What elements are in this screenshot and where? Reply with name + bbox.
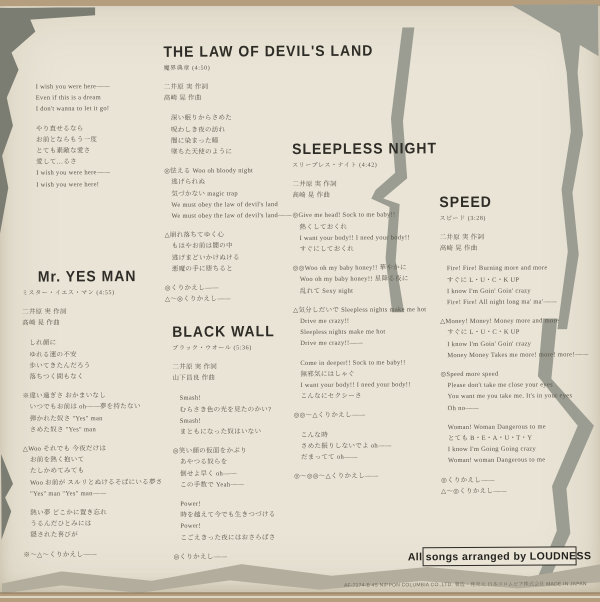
lyric-line: ◎笑い顔の仮面をかぶり — [172, 447, 247, 455]
song-credits — [22, 306, 182, 329]
lyric-line: I don't wanna to let it go! — [35, 105, 110, 114]
lyric-line: Fire! Fire! All night long ma' ma'—— — [446, 298, 557, 307]
lyric-line: さめた振りしないでよ oh—— — [300, 442, 392, 450]
lyric-line: むらさき色の光を見たのかい? — [179, 405, 272, 414]
lyric-line: Woman! Woman Dangerous to me — [447, 423, 547, 431]
lyric-line: Oh no—— — [447, 404, 479, 412]
lyric-line: しれ顔に — [29, 339, 57, 348]
paper-edge-line — [0, 596, 600, 598]
lyric-line: ◎くりかえし—— — [441, 476, 495, 484]
lyric-line: いつでもお前は oh——夢を持たない — [29, 403, 141, 412]
lyric-line: すぐに L・U・C・K UP — [446, 276, 520, 284]
credit-line: 高崎 晃 作曲 — [292, 192, 331, 200]
lyric-line: Drive me crazy!! — [300, 317, 350, 326]
lyric-line: 墜ちた天使のように — [171, 148, 233, 156]
lyric-verse — [440, 368, 598, 414]
zigzag-wedge-bottom-left — [1, 454, 16, 540]
lyric-line: 深い眠りからさめた — [170, 114, 233, 123]
lyric-line: ◎◎〜△くりかえし—— — [293, 412, 366, 420]
lyric-line: △〜◎くりかえし—— — [441, 487, 507, 496]
lyric-line: 逃げまどいかけぬける — [171, 254, 240, 262]
song-credits — [292, 178, 462, 201]
credit-line: 二井原 実 作詞 — [163, 83, 209, 91]
song-lyrics — [29, 81, 180, 191]
lyric-line: もはやお前は闇の中 — [171, 242, 233, 251]
footer-fine-print: AF-7174-B 4S NIPPON COLUMBIA CO.,LTD. 製造・発売元 日本コロムビア株式会社 MADE IN JAPAN — [343, 581, 587, 589]
lyric-line: Drive me crazy!!—— — [300, 340, 364, 348]
lyric-line: 熱い夢 どこかに置き忘れ — [30, 509, 108, 517]
lyric-verse — [23, 507, 183, 542]
credit-line: 二井原 実 作詞 — [172, 363, 218, 371]
lyric-line: 闇に染まった瞳 — [170, 137, 219, 145]
song-lyrics — [22, 337, 183, 560]
lyric-verse — [294, 429, 464, 464]
lyric-line: すぐにしておくれ — [299, 245, 355, 254]
song-subtitle-jp: ミスター・イエス・マン (4:55) — [21, 290, 115, 297]
lyric-line: △Woo それでも 今夜だけは — [22, 445, 107, 453]
zigzag-shape-top-right — [503, 4, 598, 57]
lyric-line: ◎くりかえし—— — [164, 284, 219, 292]
lyric-line: 熱くしておくれ — [299, 223, 348, 231]
lyric-line: We must obey the law of devil's land — [171, 200, 279, 209]
song-credits — [164, 81, 334, 104]
song-subtitle-jp: ブラック・ウオール (5:36) — [172, 345, 252, 352]
lyric-line: I know I'm Going Going crazy — [447, 445, 537, 454]
song-subtitle-jp: 魔界典章 (4:50) — [163, 65, 211, 72]
lyric-line: 時を越えて今でも生きつづける — [180, 511, 276, 519]
lyric-line: たしかめてみても — [30, 467, 85, 476]
song-title: SLEEPLESS NIGHT — [292, 139, 438, 158]
lyric-line: とても B・E・A・U・T・Y — [447, 434, 533, 443]
lyric-line: You want me you take me. It's in your eyes — [447, 392, 573, 401]
song-title: BLACK WALL — [172, 322, 275, 341]
song-title: THE LAW OF DEVIL'S LAND — [163, 41, 374, 61]
lyric-line: Fire! Fire! Burning more and more — [446, 264, 548, 273]
lyric-line: Please don't take me close your eyes — [447, 381, 554, 390]
lyric-line: とても素敵な愛さ — [36, 147, 91, 155]
lyric-line: この手数で Yeah—— — [180, 481, 244, 489]
credit-line: 二井原 実 作詞 — [292, 180, 337, 189]
lyric-verse — [24, 548, 184, 560]
credit-line: 高崎 晃 作曲 — [163, 94, 202, 103]
lyric-verse — [441, 474, 599, 497]
lyric-line: まともになった奴はいない — [179, 428, 262, 436]
song-subtitle-jp: スリープレス・ナイト (4:42) — [292, 162, 378, 170]
lyric-line: 乱れて Sexy night — [299, 287, 354, 295]
lyric-line: 無邪気にはしゃぐ — [300, 370, 355, 378]
lyric-line: "Yes" man "Yes" man—— — [30, 490, 107, 498]
lyric-line: こんなにセクシーさ — [300, 392, 362, 401]
lyric-verse — [173, 498, 328, 544]
lyric-line: Woo お前が スルリとぬけるそばにいる夢さ — [30, 478, 163, 487]
lyric-verse — [440, 263, 598, 309]
lyric-line: Money Money Takes me more! more! more!—— — [447, 351, 589, 359]
lyric-line: こんな時 — [300, 431, 329, 439]
song-column-sleepless-night — [292, 139, 464, 491]
lyric-verse — [174, 551, 329, 563]
lyric-verse — [293, 262, 463, 297]
lyric-line: 悪魔の手に堕ちると — [171, 265, 234, 273]
lyric-line: ◎Speed more speed — [440, 370, 499, 379]
credit-line: 高崎 晃 作曲 — [22, 319, 61, 327]
lyric-verse — [441, 421, 599, 467]
lyric-line: やり直せるなら — [35, 124, 84, 133]
lyric-line: お前を熱く抱いて — [29, 456, 85, 464]
song-column-mr-yes-man — [22, 267, 184, 569]
lyric-line: 気づかない magic trap — [171, 190, 238, 198]
lyric-line: うるんだひとみには — [30, 520, 92, 528]
lyric-line: I want your body!! I need your body!! — [299, 234, 410, 242]
lyric-line: I wish you were here—— — [36, 169, 111, 178]
lyric-line: すぐに L・U・C・K UP — [447, 329, 520, 337]
lyric-verse — [29, 122, 179, 190]
lyric-line: 落ちつく間もなく — [29, 373, 84, 381]
lyric-line: ◎くりかえし—— — [173, 553, 228, 561]
lyric-verse — [22, 337, 182, 383]
lyric-verse — [293, 357, 463, 403]
lyric-verse — [23, 390, 183, 436]
lyric-line: △〜◎くりかえし—— — [164, 295, 231, 304]
song-column-speed — [439, 192, 599, 505]
lyric-line: I want your body!! I need your body!! — [300, 381, 411, 390]
lyric-line: ◎Give me head! Sock to me baby!! — [292, 211, 396, 220]
lyric-line: ◎◎Woo oh my baby honey!! 華やかに — [292, 264, 407, 273]
lyric-line: △気分しだいで Sleepless nights make me hot — [293, 306, 427, 314]
lyric-line: △崩れ落ちてゆく心 — [164, 231, 225, 240]
lyric-line: あやつる奴らを — [179, 458, 228, 467]
song-subtitle-jp: スピード (3:28) — [439, 215, 487, 223]
lyric-verse — [294, 470, 464, 482]
lyric-line: I wish you were here! — [36, 180, 100, 189]
lyric-line: Power! — [180, 500, 201, 508]
arranged-by-box: All songs arranged by LOUDNESS — [423, 546, 577, 566]
credit-line: 高崎 晃 作曲 — [439, 245, 478, 253]
lyric-verse — [293, 304, 463, 350]
lyric-verse — [23, 443, 183, 500]
lyric-verse — [29, 81, 179, 116]
song-lyrics — [440, 263, 599, 498]
lyric-line: Sleepless nights make me hot — [300, 328, 386, 337]
song-lyrics — [292, 209, 464, 482]
lyric-line: Come in deeper!! Sock to me baby!! — [300, 358, 406, 367]
lyric-line: 隠された喜びが — [30, 531, 79, 540]
lyric-line: Smash! — [179, 395, 201, 403]
lyric-line: 逃げられぬ — [171, 178, 206, 187]
lyric-line: ゆれる運の不安 — [29, 350, 77, 359]
paper-edge-shadow — [0, 592, 600, 594]
lyric-line: I know I'm Goin' Goin' crazy — [447, 340, 532, 348]
lyric-line: ◎怯える Woo oh bloody night — [164, 167, 254, 176]
lyric-line: 倒せよ早く oh—— — [180, 470, 237, 478]
lyric-line: 弾かれた奴さ "Yes" man — [29, 414, 103, 423]
lyric-line: We must obey the law of devil's land—— — [171, 212, 292, 220]
lyric-verse — [440, 315, 598, 361]
lyric-line: Power! — [180, 523, 201, 531]
lyric-line: Woo oh my baby honey!! 星降る夜に — [299, 275, 409, 284]
lyric-line: Smash! — [179, 417, 202, 425]
credit-line: 山下昌良 作曲 — [172, 374, 216, 382]
lyric-line: Even if this is a dream — [35, 94, 101, 102]
lyric-line: 愛して…るさ — [36, 158, 77, 166]
lyric-line: 歩いてきたんだろう — [29, 362, 91, 370]
lyric-line: ◎〜◎◎〜△くりかえし—— — [294, 472, 379, 481]
credit-line: 二井原 実 作詞 — [439, 233, 485, 242]
lyric-line: ※違い過ぎさ おかまいなし — [22, 392, 107, 400]
lyric-line: 呪わしき夜の訪れ — [170, 126, 226, 134]
song-title: SPEED — [439, 192, 492, 211]
lyric-line: だまってて oh—— — [300, 453, 358, 462]
lyric-line: I know I'm Goin' Goin' crazy — [446, 287, 531, 295]
lyric-line: こごえきった夜にはおさらばさ — [180, 533, 276, 542]
credit-line: 二井原 実 作詞 — [22, 308, 67, 316]
lyric-verse — [294, 409, 464, 421]
song-title: Mr. YES MAN — [37, 266, 137, 285]
lyric-line: Woman! woman Dangerous to me — [447, 456, 546, 465]
lyric-line: お前とならもう一度 — [35, 136, 98, 144]
lyric-line: △Money! Money! Money more and more — [440, 317, 560, 326]
song-credits — [440, 231, 598, 254]
lyric-line: ※〜△〜くりかえし—— — [23, 550, 97, 559]
song-column-continuation — [29, 81, 180, 199]
lyric-line: I wish you were here—— — [35, 83, 110, 91]
lyric-verse — [292, 209, 462, 255]
lyric-line: さめた奴さ "Yes" man — [29, 426, 97, 434]
